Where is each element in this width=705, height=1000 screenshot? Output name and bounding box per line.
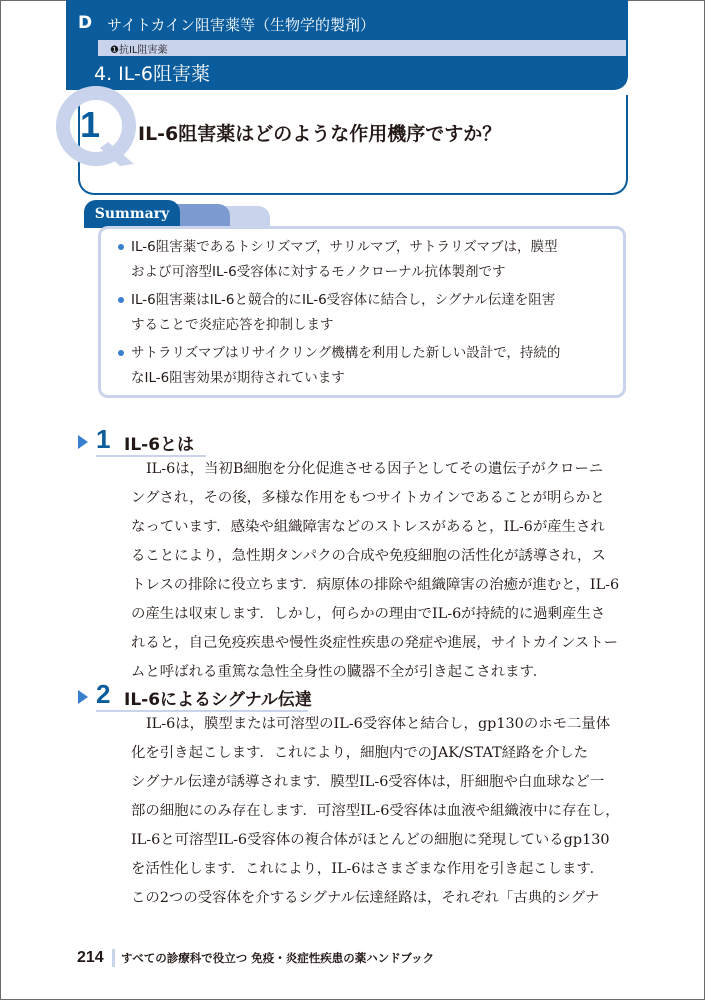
summary-line: IL-6阻害薬はIL-6と競合的にIL-6受容体に結合し，シグナル伝達を阻害 (131, 292, 556, 308)
summary-line: サトラリズマブはリサイクリング機構を利用した新しい設計で，持続的 (131, 345, 561, 361)
section-number: 1 (96, 424, 111, 454)
body-line: なっています．感染や組織障害などのストレスがあると，IL-6が産生され (131, 519, 605, 535)
summary-item (118, 288, 618, 338)
chapter-title: サイトカイン阻害薬等（生物学的製剤） (107, 16, 376, 34)
question-number: 1 (80, 104, 101, 145)
body-line: の産生は収束します．しかし，何らかの理由でIL-6が持続的に過剰産生さ (131, 606, 606, 622)
triangle-marker-icon (78, 690, 88, 704)
body-line: ムと呼ばれる重篤な急性全身性の臓器不全が引き起こされます． (131, 664, 548, 680)
body-line: を活性化します．これにより，IL-6はさまざまな作用を引き起こします． (131, 861, 605, 877)
page-number: 214 (77, 949, 104, 966)
section-title: IL-6とは (124, 435, 195, 455)
chapter-letter: D (78, 13, 93, 33)
body-line: IL-6は，膜型または可溶型のIL-6受容体と結合し，gp130のホモ二量体 (146, 716, 611, 732)
body-line: IL-6は，当初B細胞を分化促進させる因子としてその遺伝子がクローニ (146, 461, 604, 477)
section-heading: 4. IL-6阻害薬 (94, 63, 210, 85)
bullet-icon (118, 350, 124, 356)
subsection-bar (98, 40, 626, 56)
bullet-icon (118, 297, 124, 303)
body-line: IL-6と可溶型IL-6受容体の複合体がほとんどの細胞に発現しているgp130 (131, 832, 610, 848)
bullet-icon (118, 244, 124, 250)
summary-line: IL-6阻害薬であるトシリズマブ，サリルマブ，サトラリズマブは，膜型 (131, 239, 558, 255)
body-line: 化を引き起こします．これにより，細胞内でのJAK/STAT経路を介した (131, 745, 589, 761)
summary-item (118, 235, 618, 285)
body-line: 部の細胞にのみ存在します．可溶型IL-6受容体は血液や組織液中に存在し， (131, 803, 620, 819)
section-number: 2 (96, 679, 111, 709)
section-title: IL-6によるシグナル伝達 (124, 690, 312, 710)
summary-item (118, 341, 618, 391)
running-title: すべての診療科で役立つ 免疫・炎症性疾患の薬ハンドブック (121, 951, 435, 965)
summary-line: することで炎症応答を抑制します (131, 317, 334, 333)
body-line: れると，自己免疫疾患や慢性炎症性疾患の発症や進展，サイトカインストー (131, 635, 618, 651)
body-line: この2つの受容体を介するシグナル伝達経路は，それぞれ「古典的シグナ (131, 890, 600, 906)
footer-divider (112, 949, 115, 967)
question-text: IL-6阻害薬はどのような作用機序ですか？ (138, 123, 502, 145)
triangle-marker-icon (78, 435, 88, 449)
body-line: トレスの排除に役立ちます．病原体の排除や組織障害の治癒が進むと，IL-6 (131, 577, 620, 593)
summary-label: Summary (84, 200, 180, 228)
subsection-label: ❶抗IL阻害薬 (110, 45, 168, 56)
body-line: ングされ，その後，多様な作用をもつサイトカインであることが明らかと (131, 490, 605, 506)
summary-line: なIL-6阻害効果が期待されています (131, 370, 345, 386)
body-line: シグナル伝達が誘導されます．膜型IL-6受容体は，肝細胞や白血球など一 (131, 774, 605, 790)
body-line: ることにより，急性期タンパクの合成や免疫細胞の活性化が誘導され，ス (131, 548, 606, 564)
summary-line: および可溶型IL-6受容体に対するモノクローナル抗体製剤です (131, 264, 506, 280)
